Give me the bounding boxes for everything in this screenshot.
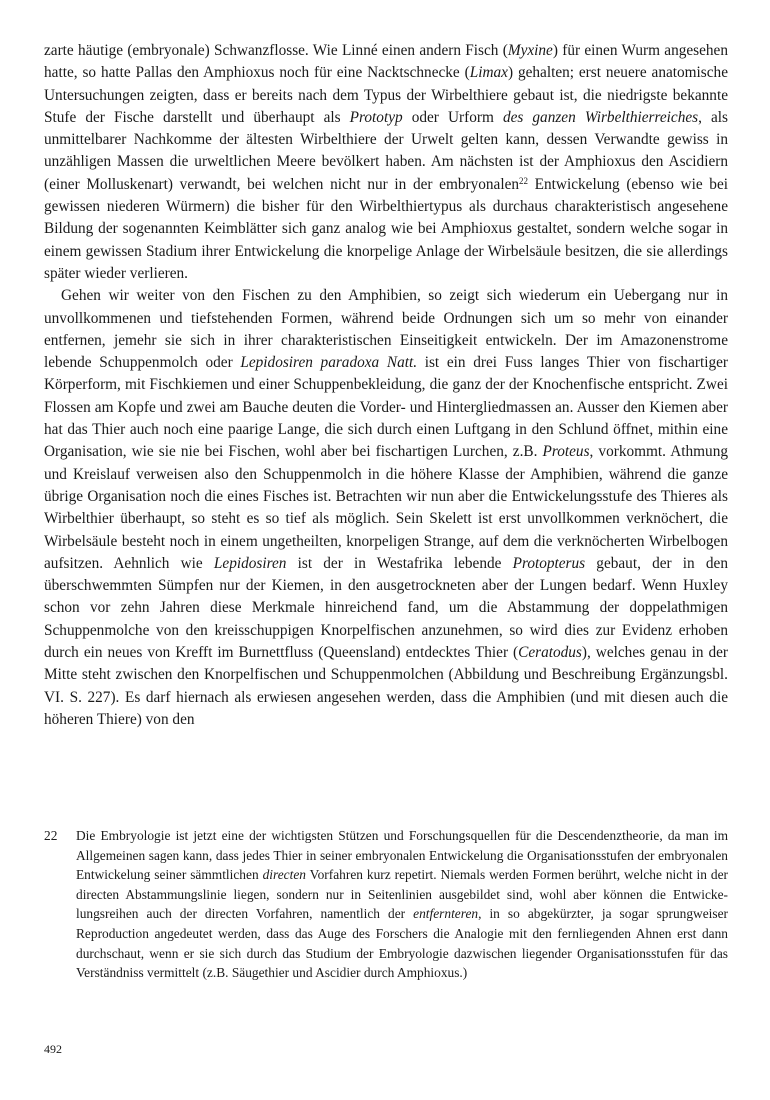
- text-run: , als unmittelbarer Nachkomme der ältesten Wirbelthiere der Urwelt gelten kann, dessen Verwandte gewiss in unzähligen Massen die urweltlichen Meere bevölkert haben. Am nächsten ist der Amphioxus den Ascidiern (einer Molluskenart) verwandt, bei welchen nicht nur in der embryonalen: [44, 108, 729, 193]
- italic-term: des ganzen Wirbelthierreiches: [502, 108, 699, 126]
- text-run: ) gehalten; erst neuere anatomische Untersuchungen zeigten, dass er bereits nach dem Typus der Wirbelthiere gebaut ist, die niedrigste bekannte Stufe der Fische darstellt und überhaupt als: [44, 64, 728, 126]
- italic-term: entfernteren: [413, 906, 479, 922]
- text-run: ) für einen Wurm angesehen hatte, so hatte Pallas den Amphioxus noch für eine Nacktschnecke (: [44, 42, 728, 82]
- italic-term: Myxine: [507, 42, 553, 59]
- italic-term: Lepidosiren paradoxa Natt.: [240, 354, 418, 372]
- paragraph-1: [44, 40, 728, 285]
- italic-term: Proteus: [542, 443, 590, 461]
- text-run: ist der in Westafrika lebende: [286, 554, 513, 572]
- text-run: , in so abgekürzter, ja sogar sprungweiser Reproduction angedeutet werden, dass das Auge des Forschers die Analogie mit den fernliegenden Ahnen erst dann durchschaut, wenn er sie sich durch das Studium der Embryologie dazwischen liegender Organisationsstufen für das Verständniss vermittelt (z.B. Säugethier und Ascidier durch Amphioxus.): [76, 906, 728, 981]
- italic-term: Lepidosiren: [213, 554, 287, 572]
- italic-term: Protopterus: [512, 554, 586, 572]
- text-run: Entwickelung (ebenso wie bei gewissen niederen Würmern) die bisher für den Wirbelthiertypus als durchaus charakteristisch angesehene Bildung der sogenannten Keimblätter sich ganz analog wie bei Amphioxus gestaltet, sondern welche sogar in einem gewissen Stadium ihrer Entwickelung die knorpelige Anlage der Wirbelsäule besitzen, die sie allerdings später wieder verlieren.: [44, 175, 728, 282]
- page-number: 492: [44, 1042, 62, 1056]
- text-run: Die Embryologie ist jetzt eine der wichtigsten Stützen und Forschungsquellen für die Descendenztheorie, da man im Allgemeinen sagen kann, dass jedes Thier in seiner embryonalen Entwickelung die Organisationsstufen der embryonalen Entwickelung seiner sämmtlichen: [76, 828, 728, 883]
- footnote-text: [76, 826, 728, 983]
- footnote-ref: 22: [519, 175, 529, 186]
- paragraph-2: [44, 285, 728, 731]
- text-run: Gehen wir weiter von den Fischen zu den Amphibien, so zeigt sich wiederum ein Uebergang nur in unvollkommenen und tiefstehenden Formen, während beide Ordnungen sich um so mehr von einander entfernen, jemehr sie sich in ihrer charakteristischen Einseitigkeit entwickeln. Der im Amazonenstrome lebende Schuppenmolch oder: [44, 287, 728, 372]
- text-run: Vorfahren kurz repetirt. Niemals werden Formen berührt, welche nicht in der directen Abstammungslinie liegen, sondern nur in Seitenlinien ausgebildet sind, wohl aber können die Entwickelungsreihen auch der directen Vorfahren, namentlich der: [76, 867, 728, 922]
- main-text: [44, 40, 728, 731]
- italic-term: Prototyp: [349, 108, 403, 126]
- italic-term: directen: [262, 867, 306, 883]
- document-page: [44, 40, 729, 1056]
- text-run: gebaut, der in den überschwemmten Sümpfen nur der Kiemen, in den ausgetrockneten aber der Lungen bedarf. Wenn Huxley schon vor zehn Jahren diese Merkmale hinreichend fand, um die Abstammung der doppelathmigen Schuppenmolche von den kreisschuppigen Knorpelfischen anzunehmen, so wird dies zur Evidenz erhoben durch ein neues von Krefft im Burnettfluss (Queensland) entdecktes Thier (: [44, 554, 728, 662]
- text-run: ist ein drei Fuss langes Thier von fischartiger Körperform, mit Fischkiemen und einer Schuppenbekleidung, die ganz der der Knochenfische entspricht. Zwei Flossen am Kopfe und zwei am Bauche deuten die Vorder- und Hintergliedmassen an. Ausser den Kiemen aber hat das Thier auch noch eine paarige Lange, die sich durch einen Luftgang in den Schlund öffnet, mithin eine Organisation, wie sie nie bei Fischen, wohl aber bei fischartigen Lurchen, z.B.: [44, 354, 728, 461]
- text-run: , vorkommt. Athmung und Kreislauf verweisen also den Schuppenmolch in die höhere Klasse der Amphibien, während die ganze übrige Organisation noch die eines Fisches ist. Betrachten wir nun aber die Entwickelungsstufe des Thieres als Wirbelthier überhaupt, so steht es so tief als möglich. Sein Skelett ist erst unvollkommen verknöchert, die Wirbelsäule besteht noch in einem ungetheilten, knorpeligen Strange, auf dem die verknöcherten Wirbelbogen aufsitzen. Aehnlich wie: [44, 443, 728, 572]
- footnote-number: 22: [44, 828, 58, 843]
- footnote: [44, 826, 728, 983]
- text-run: zarte häutige (embryonale) Schwanzflosse. Wie Linné einen andern Fisch (: [44, 42, 508, 59]
- text-run: oder Urform: [402, 108, 503, 126]
- italic-term: Limax: [469, 64, 508, 82]
- italic-term: Ceratodus: [518, 644, 582, 662]
- text-run: ), welches genau in der Mitte steht zwischen den Knorpelfischen und Schuppenmolchen (Abbildung und Beschreibung Ergänzungsbl. VI. S. 227). Es darf hiernach als erwiesen angesehen werden, dass die Amphibien (und mit diesen auch die höheren Thiere) von den: [44, 644, 728, 728]
